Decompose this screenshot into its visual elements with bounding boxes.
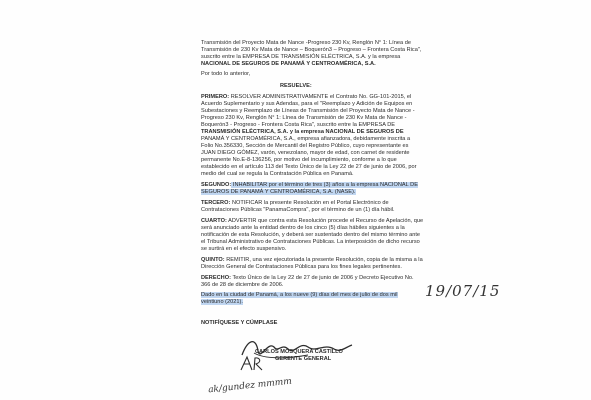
clause-label: DERECHO: [201,275,231,281]
intro-line: Transmisión de 230 Kv Mata de Nance – Boquerón3 – Progreso – Frontera Costa Rica", [201,47,422,53]
clause-first-line [201,94,411,101]
clause-line: JUAN DIEGO GÓMEZ, varón, venezolano, mayor de edad, con carnet de residente [201,150,410,156]
clause-line [201,189,356,196]
clause-text: REMITIR, una vez ejecutoriada la presente Resolución, copia de la misma a la [224,257,423,263]
clause-line: Dirección General de Contrataciones Públicas para los fines legales pertinentes. [201,264,402,270]
corner-handwritten-note: ak/gundez mmmm [207,376,293,396]
clause-label: PRIMERO: [201,94,230,100]
notifiquese-text: NOTIFÍQUESE Y CÚMPLASE [201,320,278,326]
resuelve-heading: RESUELVE: [280,83,312,89]
clause-line: Boquerón3 - Progreso - Frontera Costa Rica", suscrito entre la EMPRESA DE [201,122,396,128]
clause-label: TERCERO: [201,200,231,206]
clause-text: ADVERTIR que contra esta Resolución procede el Recurso de Apelación, que [226,218,424,224]
clause-line: TRANSMISIÓN ELÉCTRICA, S.A. y la empresa NACIONAL DE SEGUROS DE [201,129,404,135]
por-todo-text: Por todo lo anterior, [201,71,251,77]
highlighted-text: SEGUROS DE PANAMÁ Y CENTROAMÉRICA, S.A. (NASE). [201,189,356,195]
clause-line: se surtirá en el efecto suspensivo. [201,246,287,252]
initials-mark [238,354,268,374]
handwritten-date-note: 19/07/15 [425,282,501,300]
highlighted-text: INHABILITAR por el término de tres (3) años a la empresa NACIONAL DE [231,182,418,188]
clause-line: 366 de 28 de diciembre de 2006. [201,282,284,288]
clause-line: medio del cual se regula la Contratación Pública en Panamá. [201,171,354,177]
clause-label: QUINTO: [201,257,225,263]
clause-line: será anunciado ante la entidad dentro de los cinco (5) días hábiles siguientes a la [201,225,405,231]
clause-label: SEGUNDO: [201,182,232,188]
clause-line [201,299,243,306]
clause-line: Acuerdo Suplementario y sus Adendas, para el "Reemplazo y Adición de Equipos en [201,101,413,107]
highlighted-text: veintiuno (2021). [201,299,244,305]
clause-line: PANAMÁ Y CENTROAMÉRICA, S.A., empresa afianzadora, debidamente inscrita a [201,136,411,142]
clause-line: permanente No.E-8-136256, por motivo del incumplimiento, conforme a lo que [201,157,397,163]
signatory-name: CARLOS MOSQUERA CASTILLO [255,349,343,355]
clause-first-line [201,218,423,225]
clause-first-line [201,275,414,282]
clause-label: CUARTO: [201,218,227,224]
clause-text: Texto Único de la Ley 22 de 27 de junio de 2006 y Decreto Ejecutivo No. [231,275,414,281]
signatory-title: GERENTE GENERAL [275,356,332,362]
intro-line: NACIONAL DE SEGUROS DE PANAMÁ Y CENTROAMÉRICA, S.A. [201,61,376,67]
clause-text: RESOLVER ADMINISTRATIVAMENTE el Contrato No. GG-101-2015, el [229,94,412,100]
clause-line: Progreso 230 Kv, Renglón N° 1: Línea de Transmisión de 230 Kv Mata de Nance - [201,115,407,121]
clause-line: el Tribunal Administrativo de Contrataciones Públicas. La interposición de dicho recurso [201,239,420,245]
clause-line: Subestaciones y Reemplazo de Líneas de Transmisión del Proyecto Mata de Nance - [201,108,415,114]
clause-line: Contrataciones Públicas "PanamaCompra", por el término de un (1) día hábil. [201,207,395,213]
clause-first-line [201,200,389,207]
clause-line: Folio No.356330, Sección de Mercantil del Registro Público, cuyo representante es [201,143,409,149]
clause-text: NOTIFICAR la presente Resolución en el Portal Electrónico de [230,200,389,206]
clause-first-line [201,257,423,264]
clause-first-line [201,182,418,189]
intro-line: suscrito entre la EMPRESA DE TRANSMISIÓN ELÉCTRICA, S.A. y la empresa [201,54,401,60]
clause-line: establecido en el artículo 113 del Texto Único de la Ley 22 de 27 de junio de 2006, por [201,164,417,170]
clause-line: notificación de esta Resolución, y deberá ser sustentado dentro del mismo término ante [201,232,421,238]
clause-line [201,292,398,299]
intro-line: Transmisión del Proyecto Mata de Nance -Progreso 230 Kv, Renglón N° 1: Línea de [201,40,411,46]
highlighted-text: Dado en la ciudad de Panamá, a los nueve (9) días del mes de julio de dos mil [201,292,398,298]
